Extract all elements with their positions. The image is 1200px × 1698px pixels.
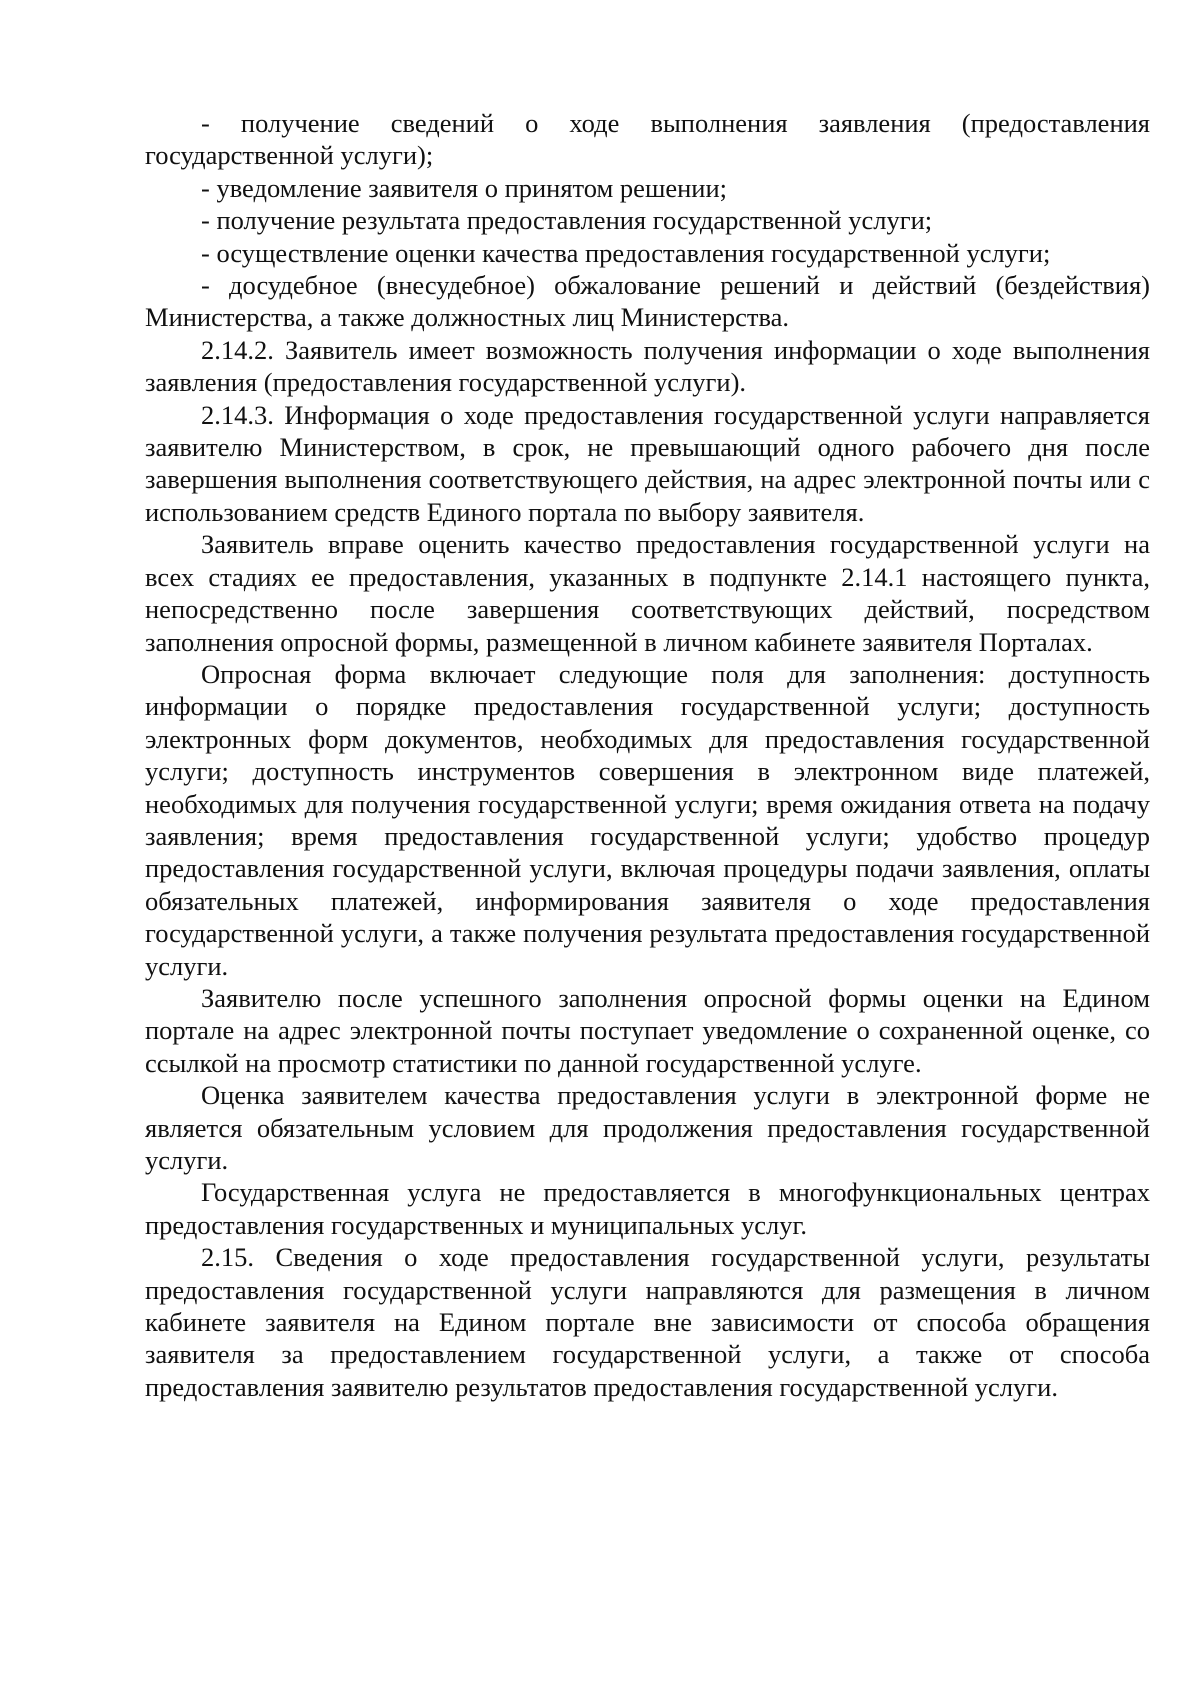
paragraph-2-14-3: 2.14.3. Информация о ходе предоставления государственной услуги направляется заявителю Министерством, в срок, не превышающий одного рабочего дня после завершения выполнения соответствующего действия, на адрес электронной почты или с использованием средств Единого портала по выбору заявителя. <box>145 399 1150 527</box>
paragraph-quality-rating: Заявитель вправе оценить качество предоставления государственной услуги на всех стадиях ее предоставления, указанных в подпункте 2.14.1 настоящего пункта, непосредственно после завершения соответствующих действий, посредством заполнения опросной формы, размещенной в личном кабинете заявителя Порталах. <box>145 529 1150 657</box>
document-page <box>145 107 1150 1403</box>
paragraph-bullet-quality-assessment: - осуществление оценки качества предоставления государственной услуги; <box>201 237 1051 268</box>
paragraph-2-15: 2.15. Сведения о ходе предоставления государственной услуги, результаты предоставления государственной услуги направляются для размещения в личном кабинете заявителя на Едином портале вне зависимости от способа обращения заявителя за предоставлением государственной услуги, а также от способа предоставления заявителю результатов предоставления государственной услуги. <box>145 1242 1150 1402</box>
paragraph-bullet-notification: - уведомление заявителя о принятом решении; <box>201 172 728 203</box>
paragraph-bullet-result: - получение результата предоставления государственной услуги; <box>201 205 933 236</box>
paragraph-mfc-not-provided: Государственная услуга не предоставляется в многофункциональных центрах предоставления государственных и муниципальных услуг. <box>145 1177 1150 1240</box>
paragraph-survey-form: Опросная форма включает следующие поля для заполнения: доступность информации о порядке предоставления государственной услуги; доступность электронных форм документов, необходимых для предоставления государственной услуги; доступность инструментов совершения в электронном виде платежей, необходимых для получения государственной услуги; время ожидания ответа на подачу заявления; время предоставления государственной услуги; удобство процедур предоставления государственной услуги, включая процедуры подачи заявления, оплаты обязательных платежей, информирования заявителя о ходе предоставления государственной услуги, а также получения результата предоставления государственной услуги. <box>145 658 1150 981</box>
paragraph-assessment-optional: Оценка заявителем качества предоставления услуги в электронной форме не является обязательным условием для продолжения предоставления государственной услуги. <box>145 1080 1150 1175</box>
paragraph-bullet-status-info: - получение сведений о ходе выполнения заявления (предоставления государственной услуги); <box>145 108 1150 171</box>
paragraph-survey-notification: Заявителю после успешного заполнения опросной формы оценки на Едином портале на адрес электронной почты поступает уведомление о сохраненной оценке, со ссылкой на просмотр статистики по данной государственной услуге. <box>145 982 1150 1078</box>
paragraph-2-14-2: 2.14.2. Заявитель имеет возможность получения информации о ходе выполнения заявления (предоставления государственной услуги). <box>145 334 1150 398</box>
paragraph-bullet-appeal: - досудебное (внесудебное) обжалование решений и действий (бездействия) Министерства, а также должностных лиц Министерства. <box>145 270 1150 333</box>
